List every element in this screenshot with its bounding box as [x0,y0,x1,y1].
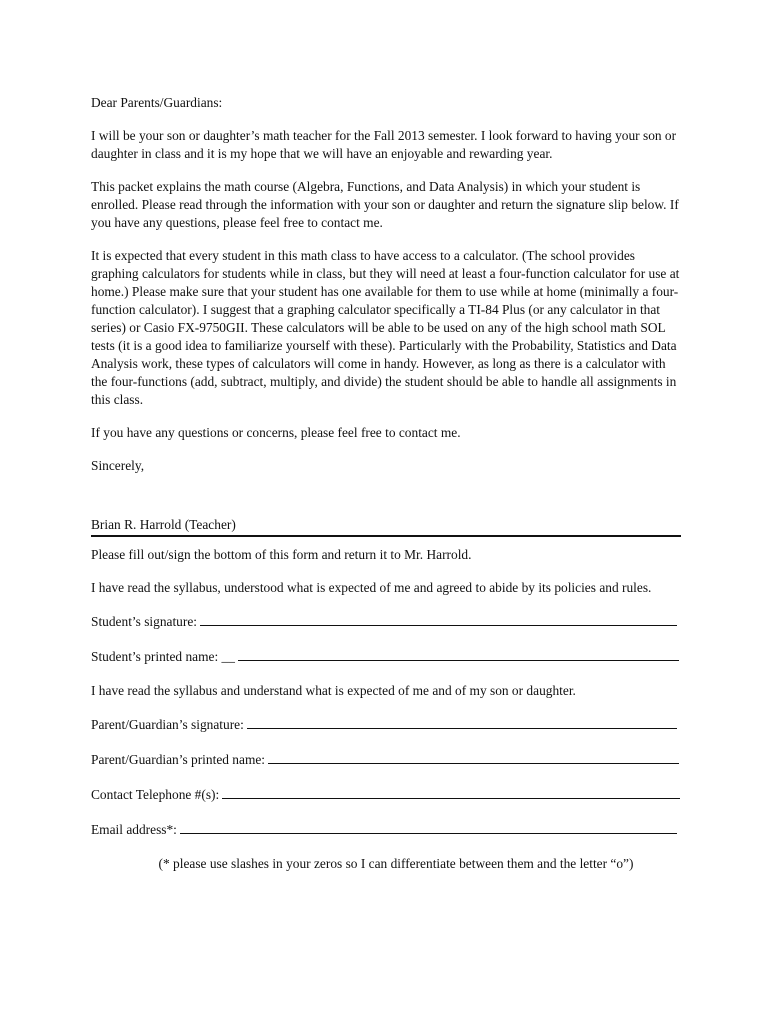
parent-signature-line[interactable] [247,715,677,729]
student-statement: I have read the syllabus, understood what is expected of me and agreed to abide by its policies and rules. [91,580,652,595]
contact-telephone-line[interactable] [222,785,680,799]
email-address-line[interactable] [180,820,677,834]
email-address-label: Email address*: [91,822,177,837]
contact-telephone-label: Contact Telephone #(s): [91,787,220,802]
parent-printed-name-label: Parent/Guardian’s printed name: [91,752,266,767]
student-printed-name-label: Student’s printed name: __ [91,649,235,664]
salutation: Dear Parents/Guardians: [91,95,223,110]
parent-signature-field [91,715,677,734]
slip-instruction: Please fill out/sign the bottom of this form and return it to Mr. Harrold. [91,547,472,562]
paragraph-contact: If you have any questions or concerns, please feel free to contact me. [91,425,461,440]
contact-telephone-field [91,785,680,804]
parent-printed-name-field [91,750,679,769]
paragraph-calculator: It is expected that every student in this math class to have access to a calculator. (The school provides graphing calculators for students while in class, but they will need at least a four-function calculator for use at home.) Please make sure that your student has one available for them to use while at home (minimally a four-function calculator). I suggest that a graphing calculator specifically a TI-84 Plus (or any calculator in that series) or Casio FX-9750GII. These calculators will be able to be used on any of the high school math SOL tests (it is a good idea to familiarize yourself with these). Particularly with the Probability, Statistics and Data Analysis work, these types of calculators will come in handy. However, as long as there is a calculator with the four-functions (add, subtract, multiply, and divide) the student should be able to handle all assignments in this class. [91,248,680,407]
student-printed-name-field [91,647,679,666]
student-printed-name-line[interactable] [238,647,679,661]
student-signature-field [91,612,677,631]
paragraph-packet: This packet explains the math course (Algebra, Functions, and Data Analysis) in which your student is enrolled. Please read through the information with your son or daughter and return the signature slip below. If you have any questions, please feel free to contact me. [91,179,679,230]
parent-signature-label: Parent/Guardian’s signature: [91,717,244,732]
closing: Sincerely, [91,458,145,473]
signature-slip [91,546,681,873]
email-note: (* please use slashes in your zeros so I can differentiate between them and the letter “o”) [158,856,634,871]
parent-printed-name-line[interactable] [268,750,679,764]
email-address-field [91,820,677,839]
student-signature-label: Student’s signature: [91,614,197,629]
teacher-signature-name: Brian R. Harrold (Teacher) [91,517,236,532]
paragraph-intro: I will be your son or daughter’s math teacher for the Fall 2013 semester. I look forward to having your son or daughter in class and it is my hope that we will have an enjoyable and rewarding year. [91,128,677,161]
letter-body [91,94,681,873]
parent-statement: I have read the syllabus and understand what is expected of me and of my son or daughter. [91,683,576,698]
student-signature-line[interactable] [200,612,677,626]
cut-line-divider [91,535,681,537]
